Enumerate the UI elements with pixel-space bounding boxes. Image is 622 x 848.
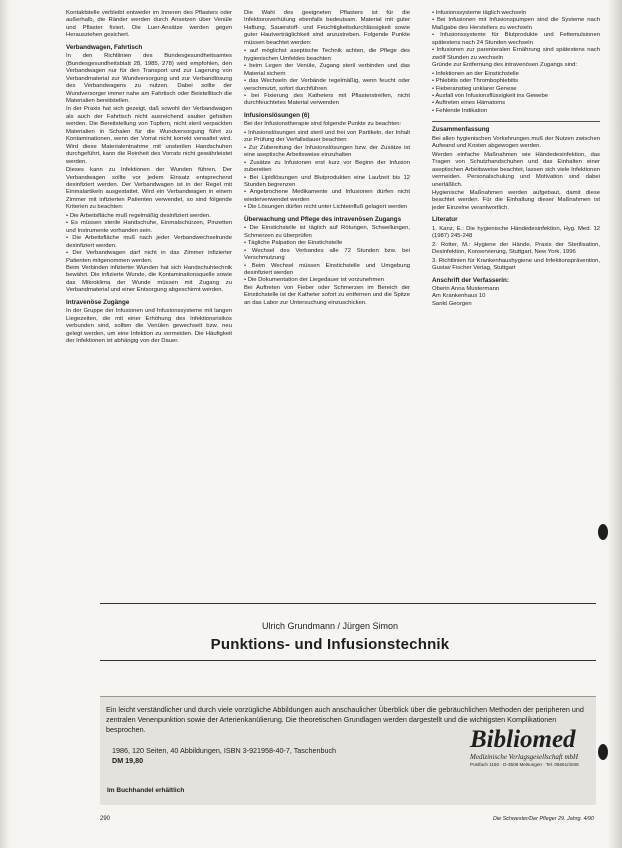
article-column-1 (66, 10, 232, 346)
list-item: • Fehlende Indikation (432, 107, 488, 114)
section-heading: Intravenöse Zugänge (66, 298, 130, 306)
list-item: • Angebrochene Medikamente und Infusionen dürfen nicht wiederverwendet werden (244, 189, 410, 203)
paragraph: Bei der Infusionstherapie sind folgende Punkte zu beachten: (244, 121, 402, 128)
section-heading: Verbandwagen, Fahrtisch (66, 43, 143, 51)
list-item: • Ausfall von Infusionsflüssigkeit ins Gewebe (432, 92, 549, 99)
list-item: • das Wechseln der Verbände regelmäßig, wenn feucht oder verschmutzt, sofort durchführen (244, 78, 410, 92)
list-item: • auf möglichst aseptische Technik achten, die Pflege des hygienischen Umfeldes beachten (244, 48, 410, 62)
journal-footer: Die Schwester/Der Pfleger 29. Jahrg. 4/90 (493, 816, 594, 822)
paragraph: In der Praxis hat sich gezeigt, daß sowohl der Verbandwagen als auch der Fahrtisch nicht ausreichend sauber gehalten werden. Die Bereitstellung von Tupfern, nicht steril verpackten Materialien in Schalen für die Wundversorgung führt zu Kontaminationen, wenn der Vorrat nicht korrekt verwaltet wird. Wird diese Materialentnahme mit unsterilen Handschuhen durchgeführt, kann die Reinheit des Vorrats nicht gewährleistet werden. (66, 106, 232, 165)
list-item: • Wechsel des Verbandes alle 72 Stunden bzw. bei Verschmutzung (244, 247, 410, 262)
list-item: • beim Legen der Venüle, Zugang steril verbinden und das Material sichern (244, 63, 410, 77)
ad-availability: Im Buchhandel erhältlich (107, 787, 185, 794)
address-line: Am Krankenhaus 10 (432, 293, 486, 300)
list-item: • Zur Zubereitung der Infusionslösungen bzw. der Zusätze ist eine aseptische Arbeitsweise einzuhalten (244, 144, 410, 159)
list-item: • Phlebitis oder Thrombophlebitis (432, 78, 519, 85)
paragraph: Werden einfache Maßnahmen wie Händedesinfektion, das Tragen von Schutzhandschuhen und das Einhalten einer aseptischen Arbeitsweise beachtet, lassen sich viele Infektionen vermeiden. Personalschulung und Motivation sind dabei unerläßlich. (432, 151, 600, 188)
address-line: Oberin Anna Mustermann (432, 285, 500, 292)
paragraph: Beim Verbinden infizierter Wunden hat sich Handschuhtechnik bewährt. Die infizierte Wunde, die Kontaminationsquelle sowie das Mikroklima der Wunde müssen mit Zugang zu Verbandmaterial und einer Entsorgung abgeschirmt werden. (66, 264, 232, 294)
divider (100, 660, 596, 661)
paragraph: Bei allen hygienischen Vorkehrungen muß der Nutzen zwischen Aufwand und Kosten abgewogen werden. (432, 135, 600, 150)
list-item: • Infusionslösungen sind steril und frei von Partikeln, der Inhalt zur Prüfung der Verfallsdauer beachten (244, 129, 410, 144)
paragraph: Bei Auftreten von Fieber oder Schmerzen im Bereich der Einstichstelle ist der Katheter sofort zu entfernen und die Spitze an das Labor zur Untersuchung einzuschicken. (244, 284, 410, 306)
section-heading: Zusammenfassung (432, 126, 490, 134)
list-item: • Beim Wechsel müssen Einstichstelle und Umgebung desinfiziert werden (244, 262, 410, 276)
section-heading: Überwachung und Pflege des intravenösen Zugangs (244, 215, 402, 223)
publisher-address: Postfach 1150 · D-3508 Melsungen · Tel. 05661/4048 (470, 762, 579, 767)
paragraph: Hygienische Maßnahmen werden aufgebaut, damit diese beachtet werden. Für die Einhaltung dieser Maßnahmen ist jeder Einzelne verantwortlich. (432, 189, 600, 211)
address-line: Sankt Georgen (432, 300, 472, 307)
section-heading: Literatur (432, 216, 458, 224)
publisher-logo (470, 726, 590, 796)
paragraph: In den Richtlinien des Bundesgesundheitsamtes (Bundesgesundheitsblatt 28, 1985, 278) wird empfohlen, den Verbandwagen nur für den Transport und zur Lagerung von Verbandmaterial zur Wundversorgung und zur Verbandlösung des Verbandwagens zu nutzen. Dabei sollte der Wundversorger immer nahe am Fahrtisch oder Beistelltisch die Materialien bereitstellen. (66, 53, 232, 104)
divider (100, 603, 596, 604)
list-item: • Infusionssysteme für Blutprodukte und Fettemulsionen spätestens nach 24 Stunden wechseln (432, 32, 600, 46)
article-column-3 (432, 10, 600, 308)
scan-spot (598, 524, 608, 540)
article-column-2 (244, 10, 410, 308)
paragraph: Dieses kann zu Infektionen der Wunden führen. Der Verbandwagen sollte vor jedem Einsatz entsprechend desinfiziert werden. Der Verbandwagen ist in der Regel mit Einmalartikeln ausgestattet. Wird ein Verbandwagen in einem Zimmer mit infizierten Patienten verwendet, so sind folgende Kriterien zu beachten: (66, 167, 232, 211)
section-heading: Anschrift der Verfasserin: (432, 276, 509, 284)
ad-authors: Ulrich Grundmann / Jürgen Simon (261, 621, 399, 631)
ad-book-title: Punktions- und Infusionstechnik (210, 636, 450, 653)
paragraph: Gründe zur Entfernung des intravenösen Zugangs sind: (432, 62, 578, 69)
list-item: • Bei Lipidlösungen und Blutprodukten eine Laufzeit bis 12 Stunden begrenzen (244, 174, 410, 188)
list-item: • Fieberanstieg unklarer Genese (432, 85, 517, 92)
list-item: • bei Fixierung des Katheters mit Pflasterstreifen, nicht durchfeuchtetes Material verwenden (244, 92, 410, 107)
ad-publication-info (112, 746, 336, 766)
list-item: • Infusionen zur parenteralen Ernährung sind spätestens nach zwölf Stunden zu wechseln (432, 47, 600, 61)
list-item: • Die Lösungen dürfen nicht unter Lichteinfluß gelagert werden (244, 204, 408, 211)
list-item: • Die Dokumentation der Liegedauer ist vorzunehmen (244, 277, 384, 284)
ad-description: Ein leicht verständlicher und durch viele vorzügliche Abbildungen auch anschaulicher Überblick über die gebräuchlichen Methoden der peripheren und zentralen Venenpunktion sowie der Arterienkanülierung. Die theoretischen Grundlagen werden dargestellt und die wichtigsten Komplikationen besprochen. (106, 705, 584, 734)
list-item: • Auftreten eines Hämatoms (432, 100, 506, 107)
list-item: • Tägliche Palpation der Einstichstelle (244, 240, 343, 247)
list-item: • Zusätze zu Infusionen erst kurz vor Beginn der Infusion zubereiten (244, 159, 410, 174)
list-item: • Infektionen an der Einstichstelle (432, 70, 519, 77)
list-item: • Bei Infusionen mit Infusionspumpen sind die Systeme nach Maßgabe des Herstellers zu wechseln (432, 17, 600, 31)
ad-price: DM 19,80 (112, 756, 144, 765)
reference-item: 2. Rotter, M.: Hygiene der Hände, Praxis der Sterilisation, Desinfektion, Konservierung, Stuttgart, New York, 1996 (432, 241, 600, 256)
section-heading: Infusionslösungen (6) (244, 111, 310, 119)
list-item: • Die Arbeitsfläche muß regelmäßig desinfiziert werden. (66, 212, 211, 219)
publisher-logo-text: Bibliomed (470, 726, 576, 753)
scan-spot (598, 744, 608, 760)
page-number: 290 (100, 816, 111, 822)
list-item: • Infusionssysteme täglich wechseln (432, 10, 527, 16)
paragraph: Die Wahl des geeigneten Pflasters ist für die Infektionsverhütung ebenfalls bedeutsam. Material mit guter Haftung, Sauerstoff- und Feuchtigkeitsdurchlässigkeit sowie guter Hautverträglichkeit sind anzustreben. Folgende Punkte müssen beachtet werden: (244, 10, 410, 46)
reference-item: 3. Richtlinien für Krankenhaushygiene und Infektionsprävention, Gustav Fischer Verlag, Stuttgart (432, 257, 600, 272)
list-item: • Die Arbeitsfläche muß nach jeder Verbandwechselrunde desinfiziert werden. (66, 235, 232, 249)
divider (432, 121, 600, 122)
publisher-name: Medizinische Verlagsgesellschaft mbH (470, 753, 579, 761)
ad-publication-line: 1986, 120 Seiten, 40 Abbildungen, ISBN 3-921958-40-7, Taschenbuch (112, 746, 337, 755)
reference-item: 1. Kanz, E.: Die hygienische Händedesinfektion, Hyg. Med. 12 (1987) 245-248 (432, 225, 600, 240)
list-item: • Der Verbandwagen darf nicht in das Zimmer infizierter Patienten mitgenommen werden. (66, 250, 232, 264)
list-item: • Die Einstichstelle ist täglich auf Rötungen, Schwellungen, Schmerzen zu überprüfen (244, 225, 410, 239)
paragraph: Kontaktstelle verbleibt entweder im Inneren des Pflasters oder außerhalb, die Ränder werden durch Ansetzen über Venüle und Pflaster fixiert. Die Luer-Ansätze werden gegen Herausziehen gesichert. (66, 10, 232, 39)
paragraph: In der Gruppe der Infusionen und Infusionssysteme mit langen Liegezeiten, die mit einer Erhöhung des Infektionsrisikos verbunden sind, sollten die Venülen gewechselt bzw. neu gelegt werden, um eine Infektion zu vermeiden. Die Häufigkeit der Infektionen ist abhängig von der Dauer. (66, 308, 232, 345)
list-item: • Es müssen sterile Handschuhe, Einmalschürzen, Pinzetten und Instrumente vorhanden sein. (66, 220, 232, 234)
